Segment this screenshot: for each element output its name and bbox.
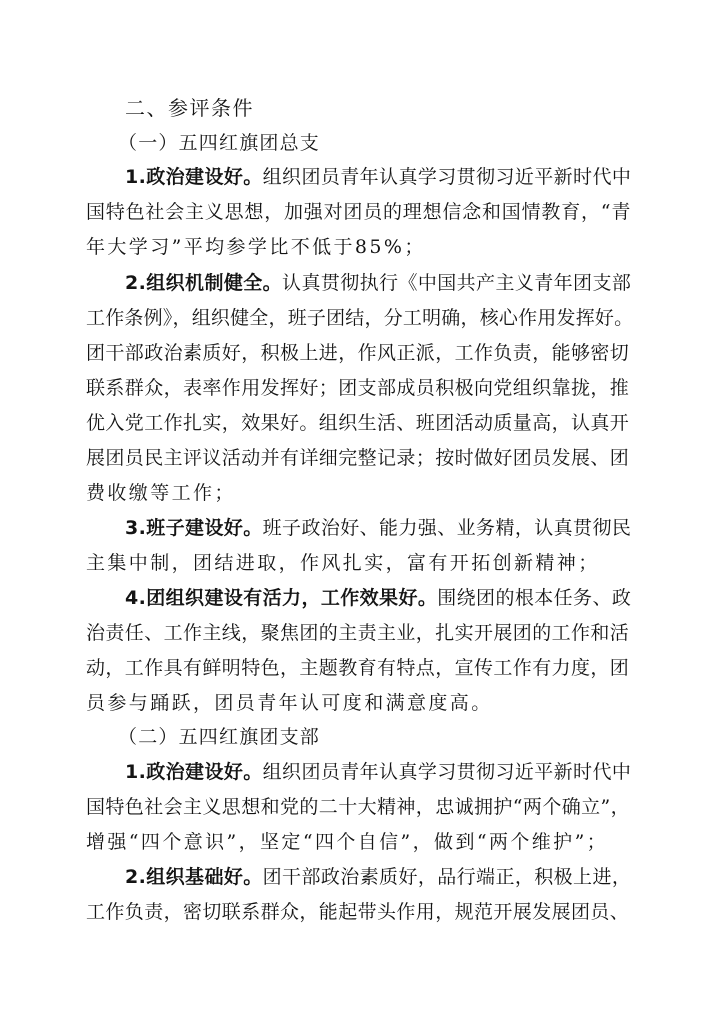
paragraph-line [125, 586, 631, 610]
paragraph-line: 联系群众，表率作用发挥好；团支部成员积极向党组织靠拢，推 [86, 377, 630, 399]
paragraph-line: 增强“四个意识”，坚定“四个自信”，做到“两个维护”； [86, 831, 609, 853]
paragraph-lead: 2.组织机制健全。 [125, 272, 283, 294]
paragraph-line: 工作条例》，组织健全，班子团结，分工明确，核心作用发挥好。 [86, 307, 634, 329]
paragraph-line: 国特色社会主义思想，加强对团员的理想信念和国情教育，“青 [86, 201, 632, 223]
paragraph-lead: 2.组织基础好。 [125, 866, 263, 888]
paragraph-line: 国特色社会主义思想和党的二十大精神，忠诚拥护“两个确立”， [86, 796, 631, 818]
paragraph-lead: 1.政治建设好。 [125, 761, 263, 783]
paragraph-line [125, 165, 631, 189]
paragraph-text: 组织团员青年认真学习贯彻习近平新时代中 [262, 761, 632, 783]
paragraph-line [125, 865, 631, 889]
paragraph-text: 组织团员青年认真学习贯彻习近平新时代中 [262, 166, 632, 188]
paragraph-line: 主集中制，团结进取，作风扎实，富有开拓创新精神； [86, 552, 600, 574]
paragraph-lead: 3.班子建设好。 [125, 517, 263, 539]
paragraph-line: 展团员民主评议活动并有详细完整记录；按时做好团员发展、团 [86, 447, 630, 469]
paragraph-text: 团干部政治素质好，品行端正，积极上进， [262, 866, 632, 888]
paragraph-line: 年大学习”平均参学比不低于85%； [86, 236, 426, 258]
paragraph-line: 治责任、工作主线，聚焦团的主责主业，扎实开展团的工作和活 [86, 622, 630, 644]
paragraph-line [125, 271, 631, 295]
paragraph-line [125, 760, 631, 784]
paragraph-line: 工作负责，密切联系群众，能起带头作用，规范开展发展团员、 [86, 901, 630, 923]
paragraph-lead: 1.政治建设好。 [125, 166, 263, 188]
paragraph-line: 优入党工作扎实，效果好。组织生活、班团活动质量高，认真开 [86, 412, 630, 434]
subsection-title: （二）五四红旗团支部 [118, 726, 321, 748]
paragraph-line [125, 516, 631, 540]
paragraph-text: 认真贯彻执行《中国共产主义青年团支部 [282, 272, 632, 294]
paragraph-lead: 4.团组织建设有活力，工作效果好。 [125, 587, 438, 609]
paragraph-line: 团干部政治素质好，积极上进，作风正派，工作负责，能够密切 [86, 342, 630, 364]
subsection-title: （一）五四红旗团总支 [118, 132, 321, 154]
paragraph-line: 员参与踊跃，团员青年认可度和满意度高。 [86, 692, 493, 714]
paragraph-line: 费收缴等工作； [86, 482, 236, 504]
paragraph-text: 班子政治好、能力强、业务精，认真贯彻民 [262, 517, 632, 539]
section-heading: 二、参评条件 [125, 96, 254, 120]
paragraph-line: 动，工作具有鲜明特色，主题教育有特点，宣传工作有力度，团 [86, 657, 630, 679]
paragraph-text: 围绕团的根本任务、政 [437, 587, 632, 609]
